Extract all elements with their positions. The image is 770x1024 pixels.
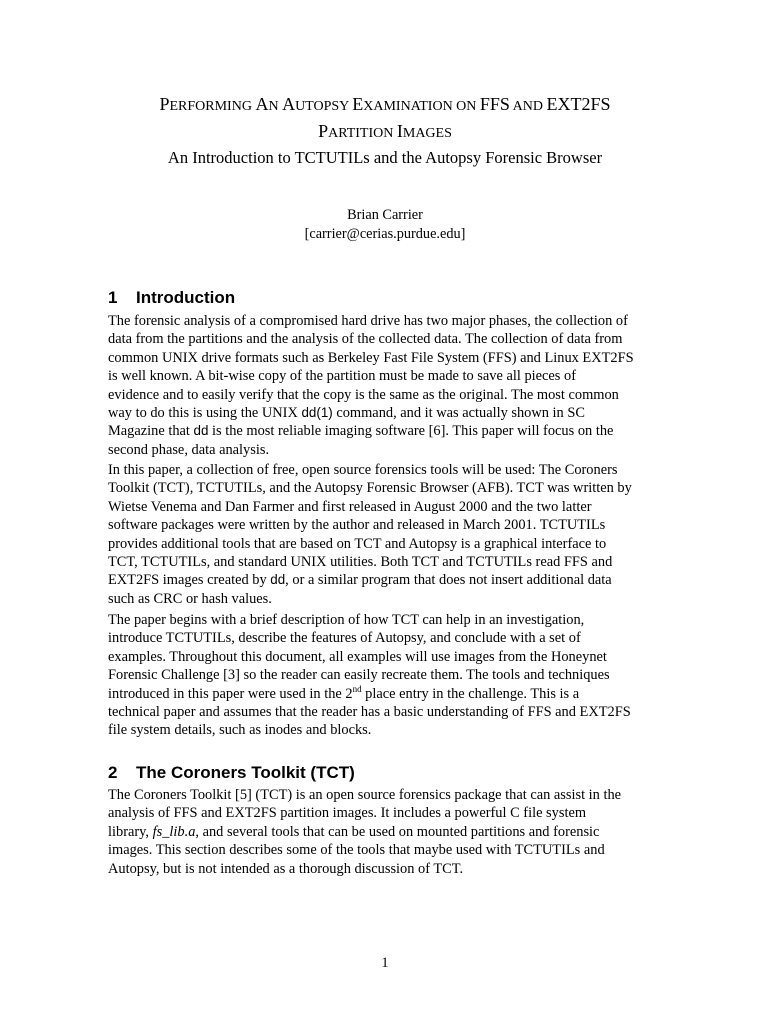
text-line: software packages were written by the author and released in March 2001. TCTUTILs xyxy=(108,517,606,534)
text-line: is well known. A bit-wise copy of the partition must be made to save all pieces of xyxy=(108,368,576,385)
title-line-1 xyxy=(100,92,670,119)
text-line: introduced in this paper were used in the 2nd place entry in the challenge. This is a xyxy=(108,683,580,702)
title-part: A xyxy=(255,94,269,114)
text-line: The Coroners Toolkit [5] (TCT) is an open source forensics package that can assist in the xyxy=(108,787,622,803)
text-line: The forensic analysis of a compromised hard drive has two major phases, the collection of xyxy=(108,313,628,329)
command-name: dd xyxy=(270,572,286,588)
title-part: UTOPSY xyxy=(295,99,353,114)
section-number: 1 xyxy=(108,288,118,307)
text-line: TCT, TCTUTILs, and standard UNIX utilities. Both TCT and TCTUTILs read FFS and xyxy=(108,554,613,571)
title-part: N xyxy=(268,99,283,114)
section-number: 2 xyxy=(108,763,118,782)
text-line: Forensic Challenge [3] so the reader can easily recreate them. The tools and techniques xyxy=(108,667,610,684)
paragraph xyxy=(108,786,668,878)
text-line: evidence and to easily verify that the copy is the same as the original. The most common xyxy=(108,386,619,403)
text-line: introduce TCTUTILs, describe the features of Autopsy, and conclude with a set of xyxy=(108,630,581,647)
title-part: I xyxy=(396,121,403,141)
title-part: E xyxy=(352,94,364,114)
text-line: Autopsy, but is not intended as a thorough discussion of TCT. xyxy=(108,860,464,877)
text-line: Magazine that dd is the most reliable imaging software [6]. This paper will focus on the xyxy=(108,423,614,440)
title-part: EXT2FS xyxy=(546,94,611,114)
paragraph xyxy=(108,611,668,740)
command-name: dd(1) xyxy=(301,405,333,421)
title-part: XAMINATION ON xyxy=(363,99,480,114)
paragraph xyxy=(108,461,668,608)
title-part: P xyxy=(159,94,170,114)
paper-subtitle: An Introduction to TCTUTILs and the Autopsy Forensic Browser xyxy=(167,148,603,167)
title-part: MAGES xyxy=(402,126,452,141)
section-heading-introduction xyxy=(108,287,235,309)
text-line: Toolkit (TCT), TCTUTILs, and the Autopsy Forensic Browser (AFB). TCT was written by xyxy=(108,480,632,497)
text-line: library, fs_lib.a, and several tools that can be used on mounted partitions and forensic xyxy=(108,823,600,840)
section-heading-tct xyxy=(108,762,355,784)
title-part: P xyxy=(318,121,329,141)
command-name: dd xyxy=(193,423,209,439)
paragraph xyxy=(108,312,668,459)
section-title: The Coroners Toolkit (TCT) xyxy=(136,763,355,782)
author-name: Brian Carrier xyxy=(347,207,423,223)
title-part: A xyxy=(282,94,296,114)
paper-title xyxy=(100,92,670,146)
text-line: provides additional tools that are based on TCT and Autopsy is a graphical interface to xyxy=(108,535,607,552)
author-email: [carrier@cerias.purdue.edu] xyxy=(304,226,466,242)
text-line: Wietse Venema and Dan Farmer and first released in August 2000 and the two latter xyxy=(108,498,592,515)
text-line: analysis of FFS and EXT2FS partition images. It includes a powerful C file system xyxy=(108,805,587,822)
title-part: FFS xyxy=(479,94,510,114)
text-line: data from the partitions and the analysis of the collected data. The collection of data from xyxy=(108,331,623,348)
ordinal-suffix: nd xyxy=(352,683,362,694)
title-part: ERFORMING xyxy=(169,99,256,114)
title-part: AND xyxy=(509,99,547,114)
text-line: images. This section describes some of the tools that maybe used with TCTUTILs and xyxy=(108,842,605,859)
text-line: In this paper, a collection of free, open source forensics tools will be used: The Coroners xyxy=(108,462,618,478)
text-line: file system details, such as inodes and blocks. xyxy=(108,722,372,739)
text-line: EXT2FS images created by dd, or a similar program that does not insert additional data xyxy=(108,572,612,589)
title-line-2 xyxy=(100,119,670,146)
section-title: Introduction xyxy=(136,288,236,307)
page-number: 1 xyxy=(381,955,389,971)
text-line: way to do this is using the UNIX dd(1) command, and it was actually shown in SC xyxy=(108,405,585,422)
title-part: ARTITION xyxy=(328,126,397,141)
text-line: examples. Throughout this document, all examples will use images from the Honeynet xyxy=(108,648,607,665)
text-line: common UNIX drive formats such as Berkeley Fast File System (FFS) and Linux EXT2FS xyxy=(108,349,634,366)
text-line: such as CRC or hash values. xyxy=(108,590,272,607)
text-line: The paper begins with a brief description of how TCT can help in an investigation, xyxy=(108,612,585,628)
text-line: second phase, data analysis. xyxy=(108,441,270,458)
file-name: fs_lib.a xyxy=(152,823,196,840)
text-line: technical paper and assumes that the reader has a basic understanding of FFS and EXT2FS xyxy=(108,704,631,721)
